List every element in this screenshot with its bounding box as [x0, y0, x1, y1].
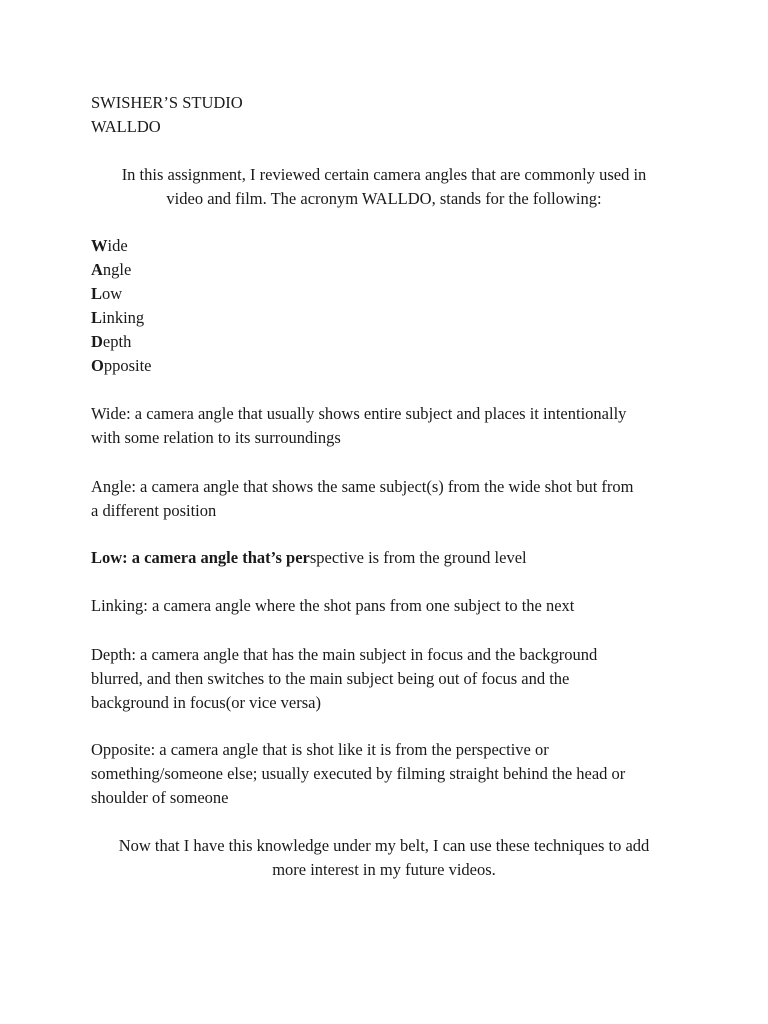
acronym-rest: ngle: [102, 260, 132, 279]
acronym-item-depth: [91, 330, 131, 354]
definition-low: [91, 546, 527, 570]
acronym-initial: A: [91, 260, 103, 279]
acronym-initial: W: [91, 236, 108, 255]
document-title: WALLDO: [91, 117, 161, 136]
acronym-rest: inking: [102, 308, 145, 327]
definition-depth-line-2: blurred, and then switches to the main subject being out of focus and the: [91, 669, 570, 688]
acronym-initial: L: [91, 284, 103, 303]
acronym-item-opposite: [91, 354, 152, 378]
definition-angle-line-2: a different position: [91, 501, 217, 520]
acronym-initial: O: [91, 356, 104, 375]
acronym-item-low: [91, 282, 122, 306]
acronym-rest: pposite: [103, 356, 152, 375]
conclusion-line-2: more interest in my future videos.: [272, 860, 496, 879]
definition-wide-line-1: Wide: a camera angle that usually shows entire subject and places it intentionally: [91, 404, 627, 423]
definition-low-rest: spective is from the ground level: [309, 548, 527, 567]
acronym-item-angle: [91, 258, 131, 282]
acronym-rest: ow: [102, 284, 123, 303]
definition-linking: Linking: a camera angle where the shot pans from one subject to the next: [91, 596, 575, 615]
acronym-rest: ide: [107, 236, 128, 255]
acronym-rest: epth: [102, 332, 132, 351]
definition-opposite-line-2: something/someone else; usually executed by filming straight behind the head or: [91, 764, 626, 783]
definition-low-bold: Low: a camera angle that’s per: [91, 548, 310, 567]
conclusion-line-1: Now that I have this knowledge under my belt, I can use these techniques to add: [118, 836, 650, 855]
acronym-initial: L: [91, 308, 103, 327]
acronym-item-wide: [91, 234, 128, 258]
definition-depth-line-1: Depth: a camera angle that has the main subject in focus and the background: [91, 645, 598, 664]
studio-name: SWISHER’S STUDIO: [91, 93, 243, 112]
intro-line-2: video and film. The acronym WALLDO, stands for the following:: [166, 189, 602, 208]
definition-wide-line-2: with some relation to its surroundings: [91, 428, 341, 447]
definition-depth-line-3: background in focus(or vice versa): [91, 693, 321, 712]
definition-angle-line-1: Angle: a camera angle that shows the same subject(s) from the wide shot but from: [91, 477, 634, 496]
acronym-item-linking: [91, 306, 144, 330]
definition-opposite-line-1: Opposite: a camera angle that is shot like it is from the perspective or: [91, 740, 549, 759]
intro-line-1: In this assignment, I reviewed certain camera angles that are commonly used in: [121, 165, 647, 184]
acronym-initial: D: [91, 332, 103, 351]
definition-opposite-line-3: shoulder of someone: [91, 788, 229, 807]
